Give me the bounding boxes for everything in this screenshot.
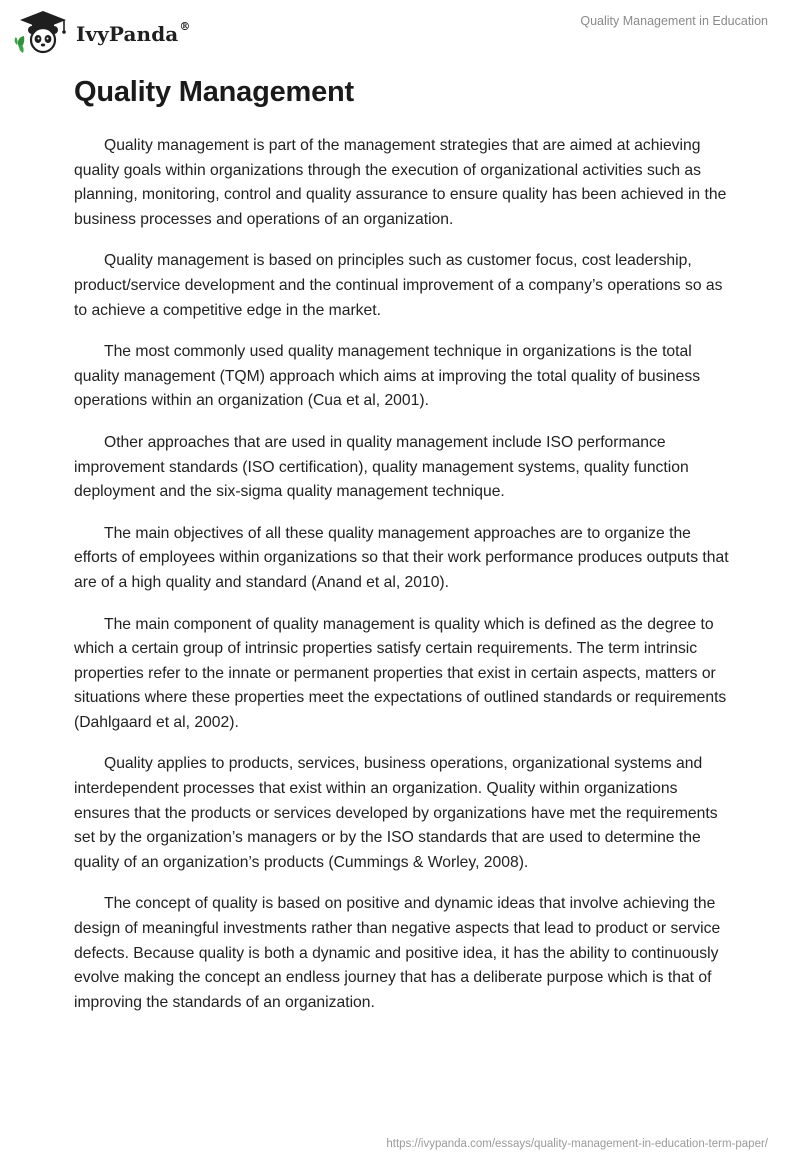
paragraph: Quality applies to products, services, business operations, organizational systems and interdependent processes that exist within an organization. Quality within organizations ensures that the products or services developed by organizations have met the requirements set by the organization’s managers or by the ISO standards that are used to determine the quality of an organization’s products (Cummings & Worley, 2008).	[74, 755, 718, 871]
registered-mark: ®	[179, 20, 191, 33]
paragraph: Other approaches that are used in quality management include ISO performance improvement standards (ISO certification), quality management systems, quality function deployment and the six-sigma quality management technique.	[74, 433, 689, 501]
paragraph: Quality management is part of the management strategies that are aimed at achieving quality goals within organizations through the execution of organizational activities such as planning, monitoring, control and quality assurance to ensure quality has been achieved in the business processes and operations of an organization.	[74, 137, 727, 228]
source-url[interactable]: https://ivypanda.com/essays/quality-management-in-education-term-paper/	[386, 1138, 768, 1150]
logo-wordmark	[76, 22, 190, 46]
paragraph: The main objectives of all these quality management approaches are to organize the efforts of employees within organizations so that their work performance produces outputs that are of a high quality and standard (Anand et al, 2010).	[74, 524, 729, 591]
page-header	[0, 0, 800, 70]
paragraph: The concept of quality is based on positive and dynamic ideas that involve achieving the design of meaningful investments rather than negative aspects that lead to product or service defects. Because quality is both a dynamic and positive idea, it has the ability to continuously evolve making the concept an endless journey that has a deliberate purpose which is that of improving the standards of an organization.	[74, 895, 721, 1011]
paragraph: Quality management is based on principles such as customer focus, cost leadership, product/service development and the continual improvement of a company’s operations so as to achieve a competitive edge in the market.	[74, 252, 723, 319]
paragraph: The most commonly used quality management technique in organizations is the total quality management (TQM) approach which aims at improving the total quality of business operations within an organization (Cua et al, 2001).	[74, 343, 701, 410]
panda-graduate-icon	[14, 9, 72, 55]
article-body	[74, 134, 730, 1032]
page-title: Quality Management	[74, 76, 355, 108]
ivypanda-logo[interactable]	[14, 9, 190, 55]
logo-text: IvyPanda	[76, 22, 179, 46]
running-title: Quality Management in Education	[580, 14, 768, 28]
paragraph: The main component of quality management is quality which is defined as the degree to which a certain group of intrinsic properties satisfy certain requirements. The term intrinsic properties refer to the innate or permanent properties that exist in certain aspects, matters or situations where these properties meet the expectations of outlined standards or requirements (Dahlgaard et al, 2002).	[74, 615, 727, 731]
